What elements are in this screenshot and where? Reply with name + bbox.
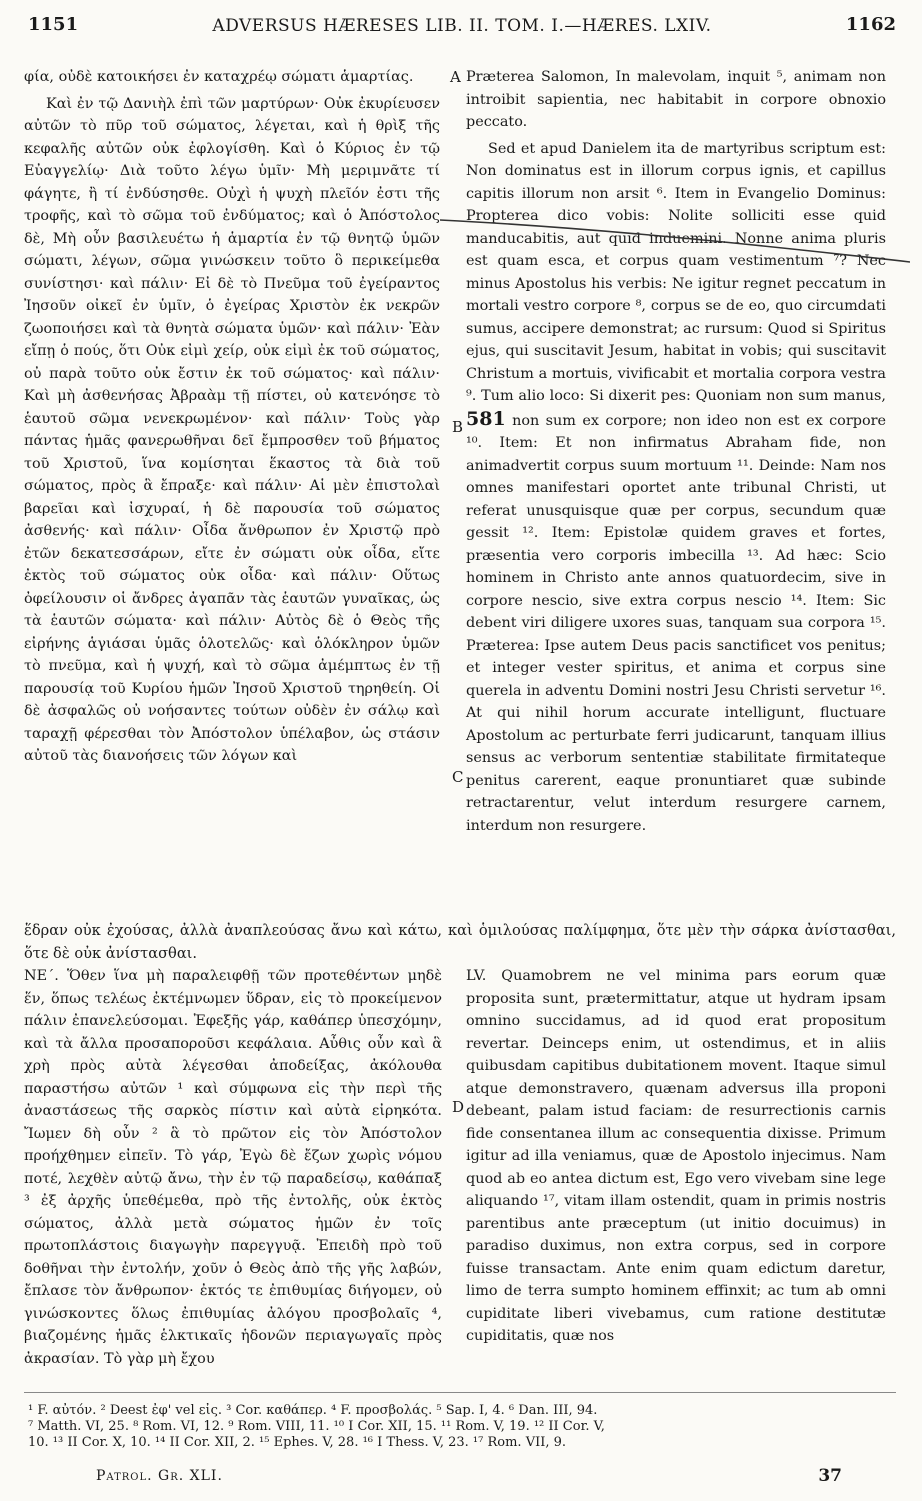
latin-text: Sed et apud Danielem ita de martyribus scriptum est: Non dominatus est in illorum corpus ignis, et capillus capitis illorum non arsit ⁶. Item in Evangelio Dominus: Propterea dico vobis: Nolite solliciti esse quid manducabitis, aut quid induemini. Nonne anima pluris est quam esca, et corpus quam vestimentum ⁷? Nec minus Apostolus his verbis: Ne igitur regnet peccatum in mortali vestro corpore ⁸, corpus se de eo, quo circumdati sumus, accipere demonstrat; ac rursum: Quod si Spiritus ejus, qui suscitavit Jesum, habitat in vobis; qui suscitavit Christum a mortuis, vivificabit et mortalia corpora vestra ⁹. Tum alio loco: Si dixerit pes: Quoniam non sum manus,	[466, 140, 886, 404]
footnote-rule	[24, 1392, 896, 1393]
latin-paragraph: LV. Quamobrem ne vel minima pars eorum quæ proposita sunt, prætermittatur, atque ut hydram ipsam omnino succidamus, ad id quod erat propositum revertar. Deinceps enim, ut ostendimus, et in aliis quibusdam capitibus dubitationem movent. Itaque simul atque demonstravero, quænam adversus illa proponi debeant, palam istud faciam: de resurrectionis carnis fide consentanea illum ac consequentia dixisse. Primum igitur ad illa veniamus, quæ de Apostolo injecimus. Nam quod ab eo antea dictum est, Ego vero vivebam sine lege aliquando ¹⁷, vitam illam ostendit, quam in primis nostris parentibus ante præceptum (ut initio docuimus) in paradiso duximus, non extra corpus, sed in corpore fuisse transactam. Ante enim quam edictum daretur, limo de terra sumpto hominem effinxit; ac tum ab omni cupiditate liberi vivebamus, cum ratione destitutæ cupiditatis, quæ nos	[466, 968, 886, 1344]
pen-stroke-mark	[440, 212, 910, 272]
section-marker-d: D	[452, 1098, 465, 1116]
section-marker-b: B	[452, 418, 464, 436]
greek-paragraph: Καὶ ἐν τῷ Δανιὴλ ἐπὶ τῶν μαρτύρων· Οὐκ ἐκυρίευσεν αὐτῶν τὸ πῦρ τοῦ σώματος, λέγεται, καὶ ἡ θρὶξ τῆς κεφαλῆς αὐτῶν οὐκ ἐφλογίσθη. Καὶ ὁ Κύριος ἐν τῷ Εὐαγγελίῳ· Διὰ τοῦτο λέγω ὑμῖν· Μὴ μεριμνᾶτε τί φάγητε, ἢ τί ἐνδύσησθε. Οὐχὶ ἡ ψυχὴ πλεῖόν ἐστι τῆς τροφῆς, καὶ τὸ σῶμα τοῦ ἐνδύματος; καὶ ὁ Ἀπόστολος δὲ, Μὴ οὖν βασιλευέτω ἡ ἁμαρτία ἐν τῷ θνητῷ ὑμῶν σώματι, λέγων, σῶμα γινώσκειν τοῦτο ὃ περικείμεθα συνίστησι· καὶ πάλιν· Εἰ δὲ τὸ Πνεῦμα τοῦ ἐγείραντος Ἰησοῦν οἰκεῖ ἐν ὑμῖν, ὁ ἐγείρας Χριστὸν ἐκ νεκρῶν ζωοποιήσει καὶ τὰ θνητὰ σώματα ὑμῶν· καὶ πάλιν· Ἐὰν εἴπῃ ὁ πούς, ὅτι Οὐκ εἰμὶ χείρ, οὐκ εἰμὶ ἐκ τοῦ σώματος, οὐ παρὰ τοῦτο οὐκ ἔστιν ἐκ τοῦ σώματος· καὶ πάλιν· Καὶ μὴ ἀσθενήσας Ἀβραὰμ τῇ πίστει, οὐ κατενόησε τὸ ἑαυτοῦ σῶμα νενεκρωμένον· καὶ πάλιν· Τοὺς γὰρ πάντας ἡμᾶς φανερωθῆναι δεῖ ἔμπροσθεν τοῦ βήματος τοῦ Χριστοῦ, ἵνα κομίσηται ἕκαστος τὰ διὰ τοῦ σώματος, πρὸς ἃ ἔπραξε· καὶ πάλιν· Αἱ μὲν ἐπιστολαὶ βαρεῖαι καὶ ἰσχυραί, ἡ δὲ παρουσία τοῦ σώματος ἀσθενής· καὶ πάλιν· Οἶδα ἄνθρωπον ἐν Χριστῷ πρὸ ἐτῶν δεκατεσσάρων, εἴτε ἐν σώματι οὐκ οἶδα, εἴτε ἐκτὸς τοῦ σώματος οὐκ οἶδα· καὶ πάλιν· Οὕτως ὀφείλουσιν οἱ ἄνδρες ἀγαπᾶν τὰς ἑαυτῶν γυναῖκας, ὡς τὰ ἑαυτῶν σώματα· καὶ πάλιν· Αὐτὸς δὲ ὁ Θεὸς τῆς εἰρήνης ἁγιάσαι ὑμᾶς ὁλοτελῶς· καὶ ὁλόκληρον ὑμῶν τὸ πνεῦμα, καὶ ἡ ψυχή, καὶ τὸ σῶμα ἀμέμπτως ἐν τῇ παρουσίᾳ τοῦ Κυρίου ἡμῶν Ἰησοῦ Χριστοῦ τηρηθείη. Οἱ δὲ ἀσφαλῶς οὐ νοήσαντες τούτων οὐδὲν ἐν σάλῳ καὶ ταραχῇ φέρεσθαι τὸν Ἀπόστολον ὑπέλαβον, ὡς στάσιν αὐτοῦ τὰς διανοήσεις τῶν λόγων καὶ	[24, 95, 440, 764]
greek-wide-line: ἕδραν οὐκ ἐχούσας, ἀλλὰ ἀναπλεούσας ἄνω καὶ κάτω, καὶ ὁμιλούσας παλίμφημα, ὅτε μὲν τὴν σάρκα ἀνίστασθαι, ὅτε δὲ οὐκ ἀνίστασθαι.	[24, 922, 896, 962]
section-marker-c: C	[452, 768, 464, 786]
greek-column-bottom	[24, 965, 442, 1370]
footnote-line: 10. ¹³ II Cor. X, 10. ¹⁴ II Cor. XII, 2. ¹⁵ Ephes. V, 28. ¹⁶ I Thess. V, 23. ¹⁷ Rom. VII, 9.	[28, 1435, 567, 1450]
greek-paragraph: φία, οὐδὲ κατοικήσει ἐν καταχρέῳ σώματι ἁμαρτίας.	[24, 69, 414, 85]
footnote-line: ⁷ Matth. VI, 25. ⁸ Rom. VI, 12. ⁹ Rom. VIII, 11. ¹⁰ I Cor. XII, 15. ¹¹ Rom. V, 19. ¹² II Cor. V,	[28, 1419, 605, 1434]
column-number-right: 1162	[845, 14, 896, 35]
latin-text: non sum ex corpore; non ideo non est ex corpore ¹⁰. Item: Et non infirmatus Abraham fide, non animadvertit corpus suum mortuum ¹¹. Deinde: Nam nos omnes manifestari oportet ante tribunal Christi, ut referat unusquisque quæ per corpus, secundum quæ gessit ¹². Item: Epistolæ quidem graves et fortes, præsentia vero corporis imbecilla ¹³. Ad hæc: Scio hominem in Christo ante annos quatuordecim, sive in corpore nescio, sive extra corpus nescio ¹⁴. Item: Sic debent viri diligere uxores suas, tanquam sua corpora ¹⁵. Præterea: Ipse autem Deus pacis sanctificet vos penitus; et integer vester spiritus, et anima et corpus sine querela in adventu Domini nostri Jesu Christi servetur ¹⁶. At qui nihil horum accurate intelligunt, fluctuare Apostolum ac perturbate ferri judicarunt, tanquam illius sensus ac verborum sententiæ stabilitate firmitateque penitus carerent, eaque pronuntiaret quæ subinde retractarentur, velut interdum resurgere carnem, interdum non resurgere.	[466, 412, 886, 834]
page-header	[28, 14, 896, 44]
series-label: Patrol. Gr. XLI.	[96, 1468, 223, 1484]
greek-paragraph: ΝΕ΄. Ὅθεν ἵνα μὴ παραλειφθῇ τῶν προτεθέντων μηδὲ ἕν, ὅπως τελέως ἐκτέμνωμεν ὕδραν, εἰς τὸ προκείμενον πάλιν ἐπανελεύσομαι. Ἐφεξῆς γάρ, καθάπερ ὑπεσχόμην, καὶ τὰ ἄλλα προσαποροῦσι κεφάλαια. Αὖθις οὖν καὶ ἃ χρὴ πρὸς αὐτὰ λέγεσθαι ἀποδείξας, ἀκόλουθα παραστήσω αὐτῶν ¹ καὶ σύμφωνα εἰς τὴν περὶ τῆς ἀναστάσεως τῆς σαρκὸς πίστιν καὶ αὐτὰ εἰρηκότα. Ἴωμεν δὴ οὖν ² ἃ τὸ πρῶτον εἰς τὸν Ἀπόστολον προήχθημεν εἰπεῖν. Τὸ γάρ, Ἐγὼ δὲ ἔζων χωρὶς νόμου ποτέ, λεχθὲν αὐτῷ ἄνω, τὴν ἐν τῷ παραδείσῳ, καθάπαξ ³ ἐξ ἀρχῆς ὑπεθέμεθα, πρὸ τῆς ἐντολῆς, οὐκ ἐκτὸς σώματος, ἀλλὰ μετὰ σώματος ἡμῶν ἐν τοῖς πρωτοπλάστοις διαγωγὴν παρεγγυᾷ. Ἐπειδὴ πρὸ τοῦ δοθῆναι τὴν ἐντολήν, χοῦν ὁ Θεὸς ἀπὸ τῆς γῆς λαβών, ἔπλασε τὸν ἄνθρωπον· ἐκτός τε ἐπιθυμίας διήγομεν, οὐ γινώσκοντες ὅλως ἐπιθυμίας ἀλόγου προσβολαῖς ⁴, βιαζομένης ἡμᾶς ἑλκτικαῖς ἡδονῶν περιαγωγαῖς πρὸς ἀκρασίαν. Τὸ γὰρ μὴ ἔχου	[24, 968, 442, 1367]
running-head: ADVERSUS HÆRESES LIB. II. TOM. I.—HÆRES. LXIV.	[212, 16, 712, 36]
footnotes	[28, 1403, 892, 1451]
greek-column-top	[24, 66, 440, 768]
latin-column-top	[466, 66, 886, 837]
column-number-left: 1151	[28, 14, 79, 35]
footnote-line: ¹ F. αὐτόν. ² Deest ἐφ' vel εἰς. ³ Cor. καθάπερ. ⁴ F. προσβολάς. ⁵ Sap. I, 4. ⁶ Dan. III, 94.	[28, 1403, 598, 1418]
latin-paragraph: Præterea Salomon, In malevolam, inquit ⁵, animam non introibit sapientia, nec habitabit in corpore obnoxio peccato.	[466, 69, 886, 130]
section-marker-a: A	[450, 68, 461, 86]
latin-column-bottom	[466, 965, 886, 1348]
edition-page-number: 581	[466, 407, 506, 430]
signature-number: 37	[818, 1466, 842, 1486]
